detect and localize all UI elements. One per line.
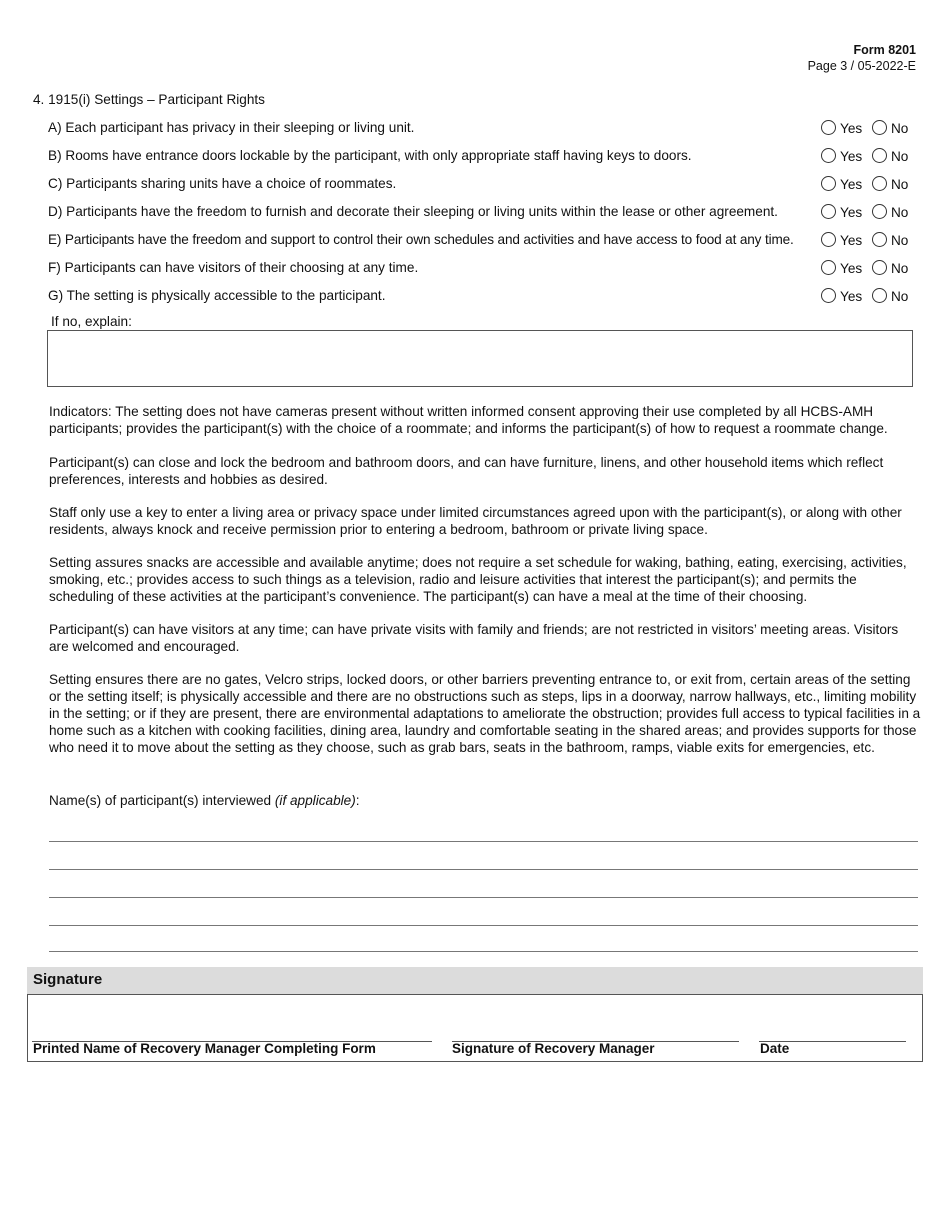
question-text: F) Participants can have visitors of their choosing at any time. — [48, 260, 419, 275]
indicator-paragraph: Setting assures snacks are accessible and available anytime; does not require a set schedule for waking, bathing, eating, exercising, activities, smoking, etc.; provides access to such things as a television, radio and leisure activities that interest the participant(s); and permits the scheduling of these activities at the participant’s convenience. The participant(s) can have a meal at the time of their choosing. — [49, 555, 907, 604]
question-row — [48, 120, 910, 140]
yes-no-options — [821, 232, 914, 248]
participants-label-text: Name(s) of participant(s) interviewed — [49, 793, 275, 808]
yes-radio[interactable] — [821, 232, 836, 247]
yes-radio[interactable] — [821, 204, 836, 219]
yes-radio[interactable] — [821, 120, 836, 135]
signature-label: Signature of Recovery Manager — [452, 1041, 655, 1056]
form-number: Form 8201 — [853, 43, 916, 57]
yes-no-options — [821, 288, 914, 304]
question-text: C) Participants sharing units have a choice of roommates. — [48, 176, 397, 191]
participant-name-line[interactable] — [49, 897, 918, 898]
no-label: No — [890, 149, 909, 164]
question-text: D) Participants have the freedom to furnish and decorate their sleeping or living units within the lease or other agreement. — [48, 204, 778, 219]
form-header — [808, 42, 916, 74]
indicator-paragraph: Indicators: The setting does not have cameras present without written informed consent approving their use completed by all HCBS-AMH participants; provides the participant(s) with the choice of a roommate; and informs the participant(s) of how to request a roommate change. — [49, 404, 888, 436]
yes-label: Yes — [840, 261, 863, 276]
participant-name-line[interactable] — [49, 951, 918, 952]
yes-label: Yes — [840, 233, 863, 248]
indicator-paragraph: Setting ensures there are no gates, Velcro strips, locked doors, or other barriers preventing entrance to, or exit from, certain areas of the setting or the setting itself; is physically accessible and there are no obstructions such as steps, lips in a doorway, narrow hallways, etc., limiting mobility in the setting; or if they are present, there are environmental adaptations to ameliorate the obstruction; provides full access to typical facilities in a home such as a kitchen with cooking facilities, dining area, laundry and comfortable seating in the shared areas; and provides supports for those who need it to move about the setting as they choose, such as grab bars, seats in the bathroom, ramps, viable exits for emergencies, etc. — [49, 672, 921, 755]
yes-no-options — [821, 204, 914, 220]
question-text: G) The setting is physically accessible to the participant. — [48, 288, 386, 303]
question-text: B) Rooms have entrance doors lockable by the participant, with only appropriate staff having keys to doors. — [48, 148, 692, 163]
question-row — [48, 288, 910, 308]
yes-no-options — [821, 120, 914, 136]
question-text: E) Participants have the freedom and support to control their own schedules and activities and have access to food at any time. — [48, 232, 794, 247]
no-radio[interactable] — [872, 176, 887, 191]
yes-radio[interactable] — [821, 176, 836, 191]
no-label: No — [890, 289, 909, 304]
yes-no-options — [821, 176, 914, 192]
signature-section-header: Signature — [27, 967, 923, 994]
page-info: Page 3 / 05-2022-E — [807, 59, 916, 73]
participant-name-line[interactable] — [49, 841, 918, 842]
question-text: A) Each participant has privacy in their sleeping or living unit. — [48, 120, 415, 135]
participant-name-line[interactable] — [49, 925, 918, 926]
no-radio[interactable] — [872, 288, 887, 303]
yes-no-options — [821, 260, 914, 276]
participants-label-note: (if applicable) — [274, 793, 356, 808]
participants-label-suffix: : — [355, 793, 360, 808]
no-radio[interactable] — [872, 204, 887, 219]
yes-radio[interactable] — [821, 260, 836, 275]
signature-box — [27, 994, 923, 1062]
indicator-paragraph: Staff only use a key to enter a living area or privacy space under limited circumstances agreed upon with the participant(s), or along with other residents, always knock and receive permission prior to entering a bedroom, bathroom or private living space. — [49, 505, 902, 537]
no-label: No — [890, 261, 909, 276]
yes-label: Yes — [840, 149, 863, 164]
no-label: No — [890, 177, 909, 192]
yes-radio[interactable] — [821, 288, 836, 303]
section-title: 4. 1915(i) Settings – Participant Rights — [33, 92, 265, 107]
indicator-paragraph: Participant(s) can close and lock the bedroom and bathroom doors, and can have furniture, linens, and other household items which reflect preferences, interests and hobbies as desired. — [49, 455, 884, 487]
participant-name-line[interactable] — [49, 869, 918, 870]
no-label: No — [890, 121, 909, 136]
no-label: No — [890, 205, 909, 220]
yes-label: Yes — [840, 121, 863, 136]
participants-label — [49, 793, 360, 808]
yes-radio[interactable] — [821, 148, 836, 163]
question-row — [48, 176, 910, 196]
explain-field[interactable] — [47, 330, 913, 387]
explain-label: If no, explain: — [51, 314, 132, 329]
indicator-paragraph: Participant(s) can have visitors at any time; can have private visits with family and friends; are not restricted in visitors’ meeting areas. Visitors are welcomed and encouraged. — [49, 622, 899, 654]
yes-label: Yes — [840, 177, 863, 192]
yes-label: Yes — [840, 289, 863, 304]
no-radio[interactable] — [872, 232, 887, 247]
no-radio[interactable] — [872, 260, 887, 275]
no-label: No — [890, 233, 909, 248]
question-row — [48, 204, 910, 224]
no-radio[interactable] — [872, 148, 887, 163]
date-label: Date — [760, 1041, 790, 1056]
no-radio[interactable] — [872, 120, 887, 135]
question-row — [48, 148, 910, 168]
question-row — [48, 260, 910, 280]
yes-label: Yes — [840, 205, 863, 220]
question-row — [48, 232, 910, 252]
yes-no-options — [821, 148, 914, 164]
printed-name-label: Printed Name of Recovery Manager Completing Form — [33, 1041, 376, 1056]
